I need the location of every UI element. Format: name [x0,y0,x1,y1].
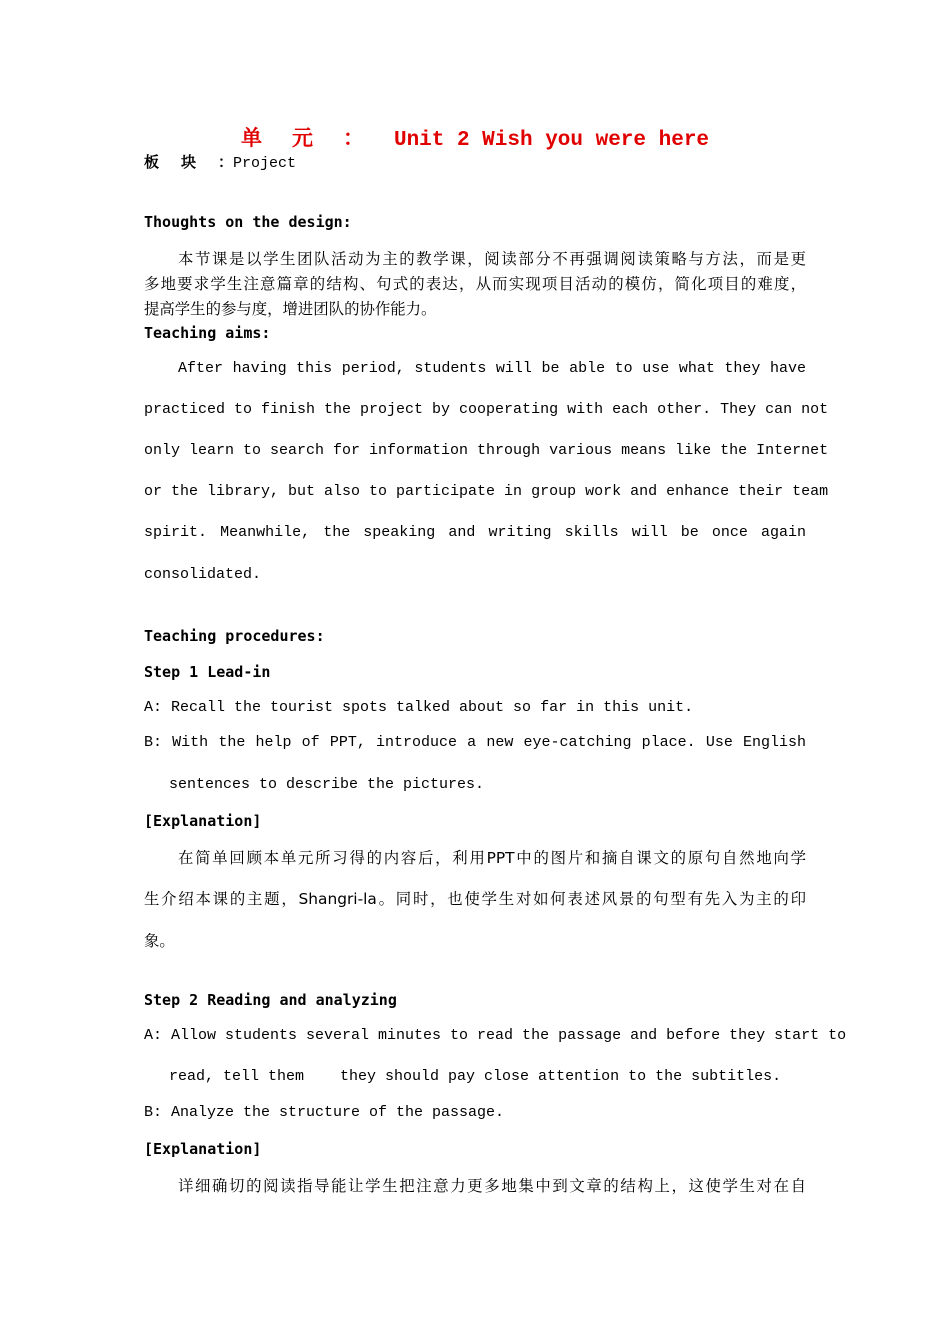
aims-line-3: only learn to search for information through various means like the Internet [144,442,829,459]
step1-explanation-line-3: 象。 [144,932,175,950]
module-line [144,151,296,172]
aims-line-4: or the library, but also to participate in group work and enhance their team [144,483,829,500]
thoughts-heading: Thoughts on the design: [144,213,352,231]
step2-heading: Step 2 Reading and analyzing [144,991,397,1009]
aims-line-6: consolidated. [144,566,262,583]
title-unit: Unit 2 Wish you were here [393,129,710,152]
step1-heading: Step 1 Lead-in [144,663,271,681]
step2-item-b: B: Analyze the structure of the passage. [144,1104,505,1121]
thoughts-line-1: 本节课是以学生团队活动为主的教学课，阅读部分不再强调阅读策略与方法，而是更 [178,250,806,268]
aims-line-2: practiced to finish the project by cooperating with each other. They can not [144,401,829,418]
thoughts-line-2: 多地要求学生注意篇章的结构、句式的表达，从而实现项目活动的模仿，简化项目的难度， [144,275,806,293]
lesson-title [0,122,950,152]
module-colon: ： [218,153,234,171]
step2-item-a-line-2: read, tell them they should pay close attention to the subtitles. [169,1068,782,1085]
step2-explanation-line-1: 详细确切的阅读指导能让学生把注意力更多地集中到文章的结构上，这使学生对在自 [178,1177,806,1195]
aims-heading: Teaching aims: [144,324,271,342]
aims-line-1: After having this period, students will be able to use what they have [178,360,806,377]
module-value: Project [233,155,297,172]
step1-item-b-line-2: sentences to describe the pictures. [169,776,485,793]
step1-explanation-line-2: 生介绍本课的主题，Shangri-la。同时，也使学生对如何表述风景的句型有先入为主的印 [144,890,806,908]
procedures-heading: Teaching procedures: [144,627,325,645]
step1-explanation-line-1: 在简单回顾本单元所习得的内容后，利用PPT中的图片和摘自课文的原句自然地向学 [178,849,806,867]
title-prefix: 单元： [240,126,394,150]
step1-explanation-heading: [Explanation] [144,812,262,830]
thoughts-line-3: 提高学生的参与度，增进团队的协作能力。 [144,300,437,318]
step2-item-a-line-1: A: Allow students several minutes to read the passage and before they start to [144,1027,847,1044]
step1-item-b-line-1: B: With the help of PPT, introduce a new eye-catching place. Use English [144,734,806,751]
step2-explanation-heading: [Explanation] [144,1140,262,1158]
aims-line-5: spirit. Meanwhile, the speaking and writing skills will be once again [144,524,806,541]
step1-item-a: A: Recall the tourist spots talked about so far in this unit. [144,699,694,716]
module-key: 板块 [144,153,219,171]
